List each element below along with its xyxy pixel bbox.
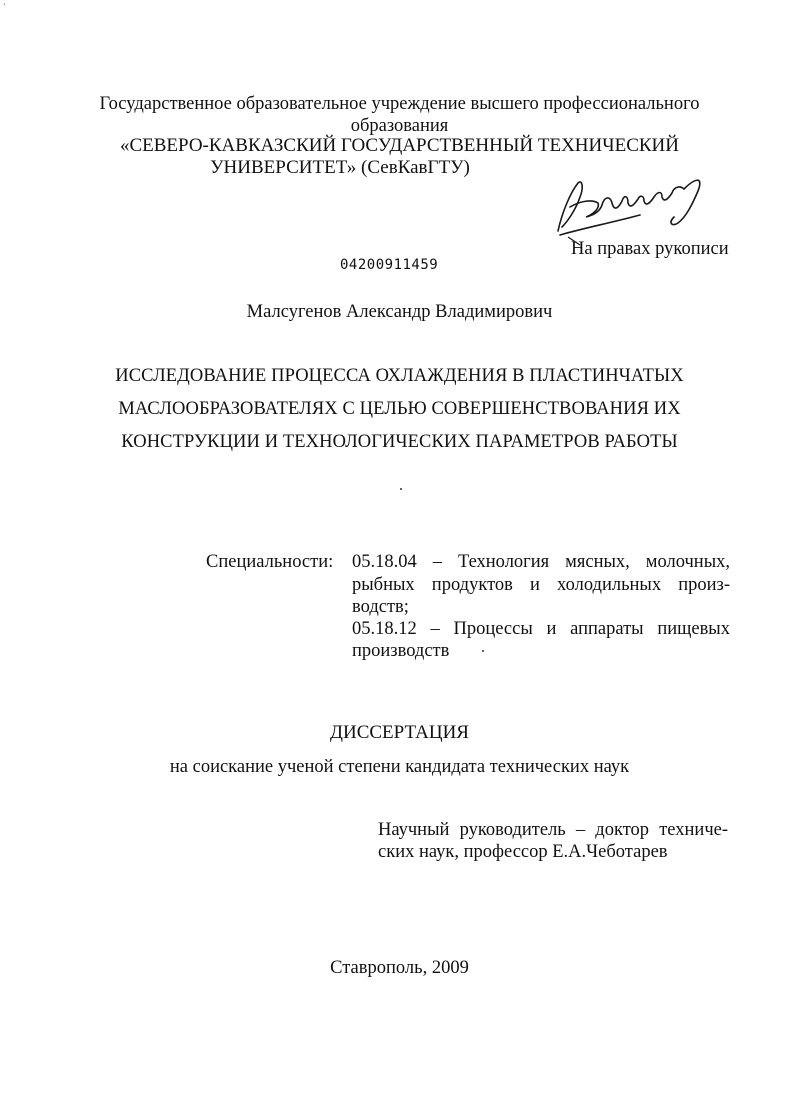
specialty-line: 05.18.04 – Технология мясных, молочных, [352, 552, 730, 572]
thesis-title-line-1: ИССЛЕДОВАНИЕ ПРОЦЕССА ОХЛАЖДЕНИЯ В ПЛАСТИНЧАТЫХ [115, 366, 684, 386]
institution-line-2: образования [350, 116, 449, 136]
document-type: ДИССЕРТАЦИЯ [330, 722, 469, 743]
institution-line-1: Государственное образовательное учреждение высшего профессионального [99, 94, 700, 114]
catalog-number: 04200911459 [340, 257, 439, 273]
advisor-line-2: ских наук, профессор Е.А.Чеботарев [378, 842, 668, 862]
university-line-2: УНИВЕРСИТЕТ» (СевКавГТУ) [210, 157, 470, 178]
specialty-line: рыбных продуктов и холодильных произ- [352, 575, 730, 595]
specialties-label: Специальности: [206, 552, 334, 572]
scan-speck [400, 488, 402, 490]
rights-notice: На правах рукописи [571, 239, 729, 259]
university-line-1: «СЕВЕРО-КАВКАЗСКИЙ ГОСУДАРСТВЕННЫЙ ТЕХНИЧЕСКИЙ [119, 135, 679, 156]
specialty-line: производств [352, 641, 450, 661]
author-name: Малсугенов Александр Владимирович [246, 302, 553, 322]
degree-line: на соискание ученой степени кандидата технических наук [169, 757, 630, 777]
advisor-line-1: Научный руководитель – доктор техниче- [378, 820, 728, 840]
specialty-line: водств; [352, 597, 409, 617]
thesis-title-line-2: МАСЛООБРАЗОВАТЕЛЯХ С ЦЕЛЬЮ СОВЕРШЕНСТВОВАНИЯ ИХ [118, 399, 681, 419]
scan-corner-mark: ' [4, 2, 6, 11]
thesis-title-line-3: КОНСТРУКЦИИ И ТЕХНОЛОГИЧЕСКИХ ПАРАМЕТРОВ РАБОТЫ [121, 432, 678, 452]
specialty-line: 05.18.12 – Процессы и аппараты пищевых [352, 619, 730, 639]
place-and-year: Ставрополь, 2009 [330, 958, 469, 978]
scan-speck [482, 650, 484, 652]
